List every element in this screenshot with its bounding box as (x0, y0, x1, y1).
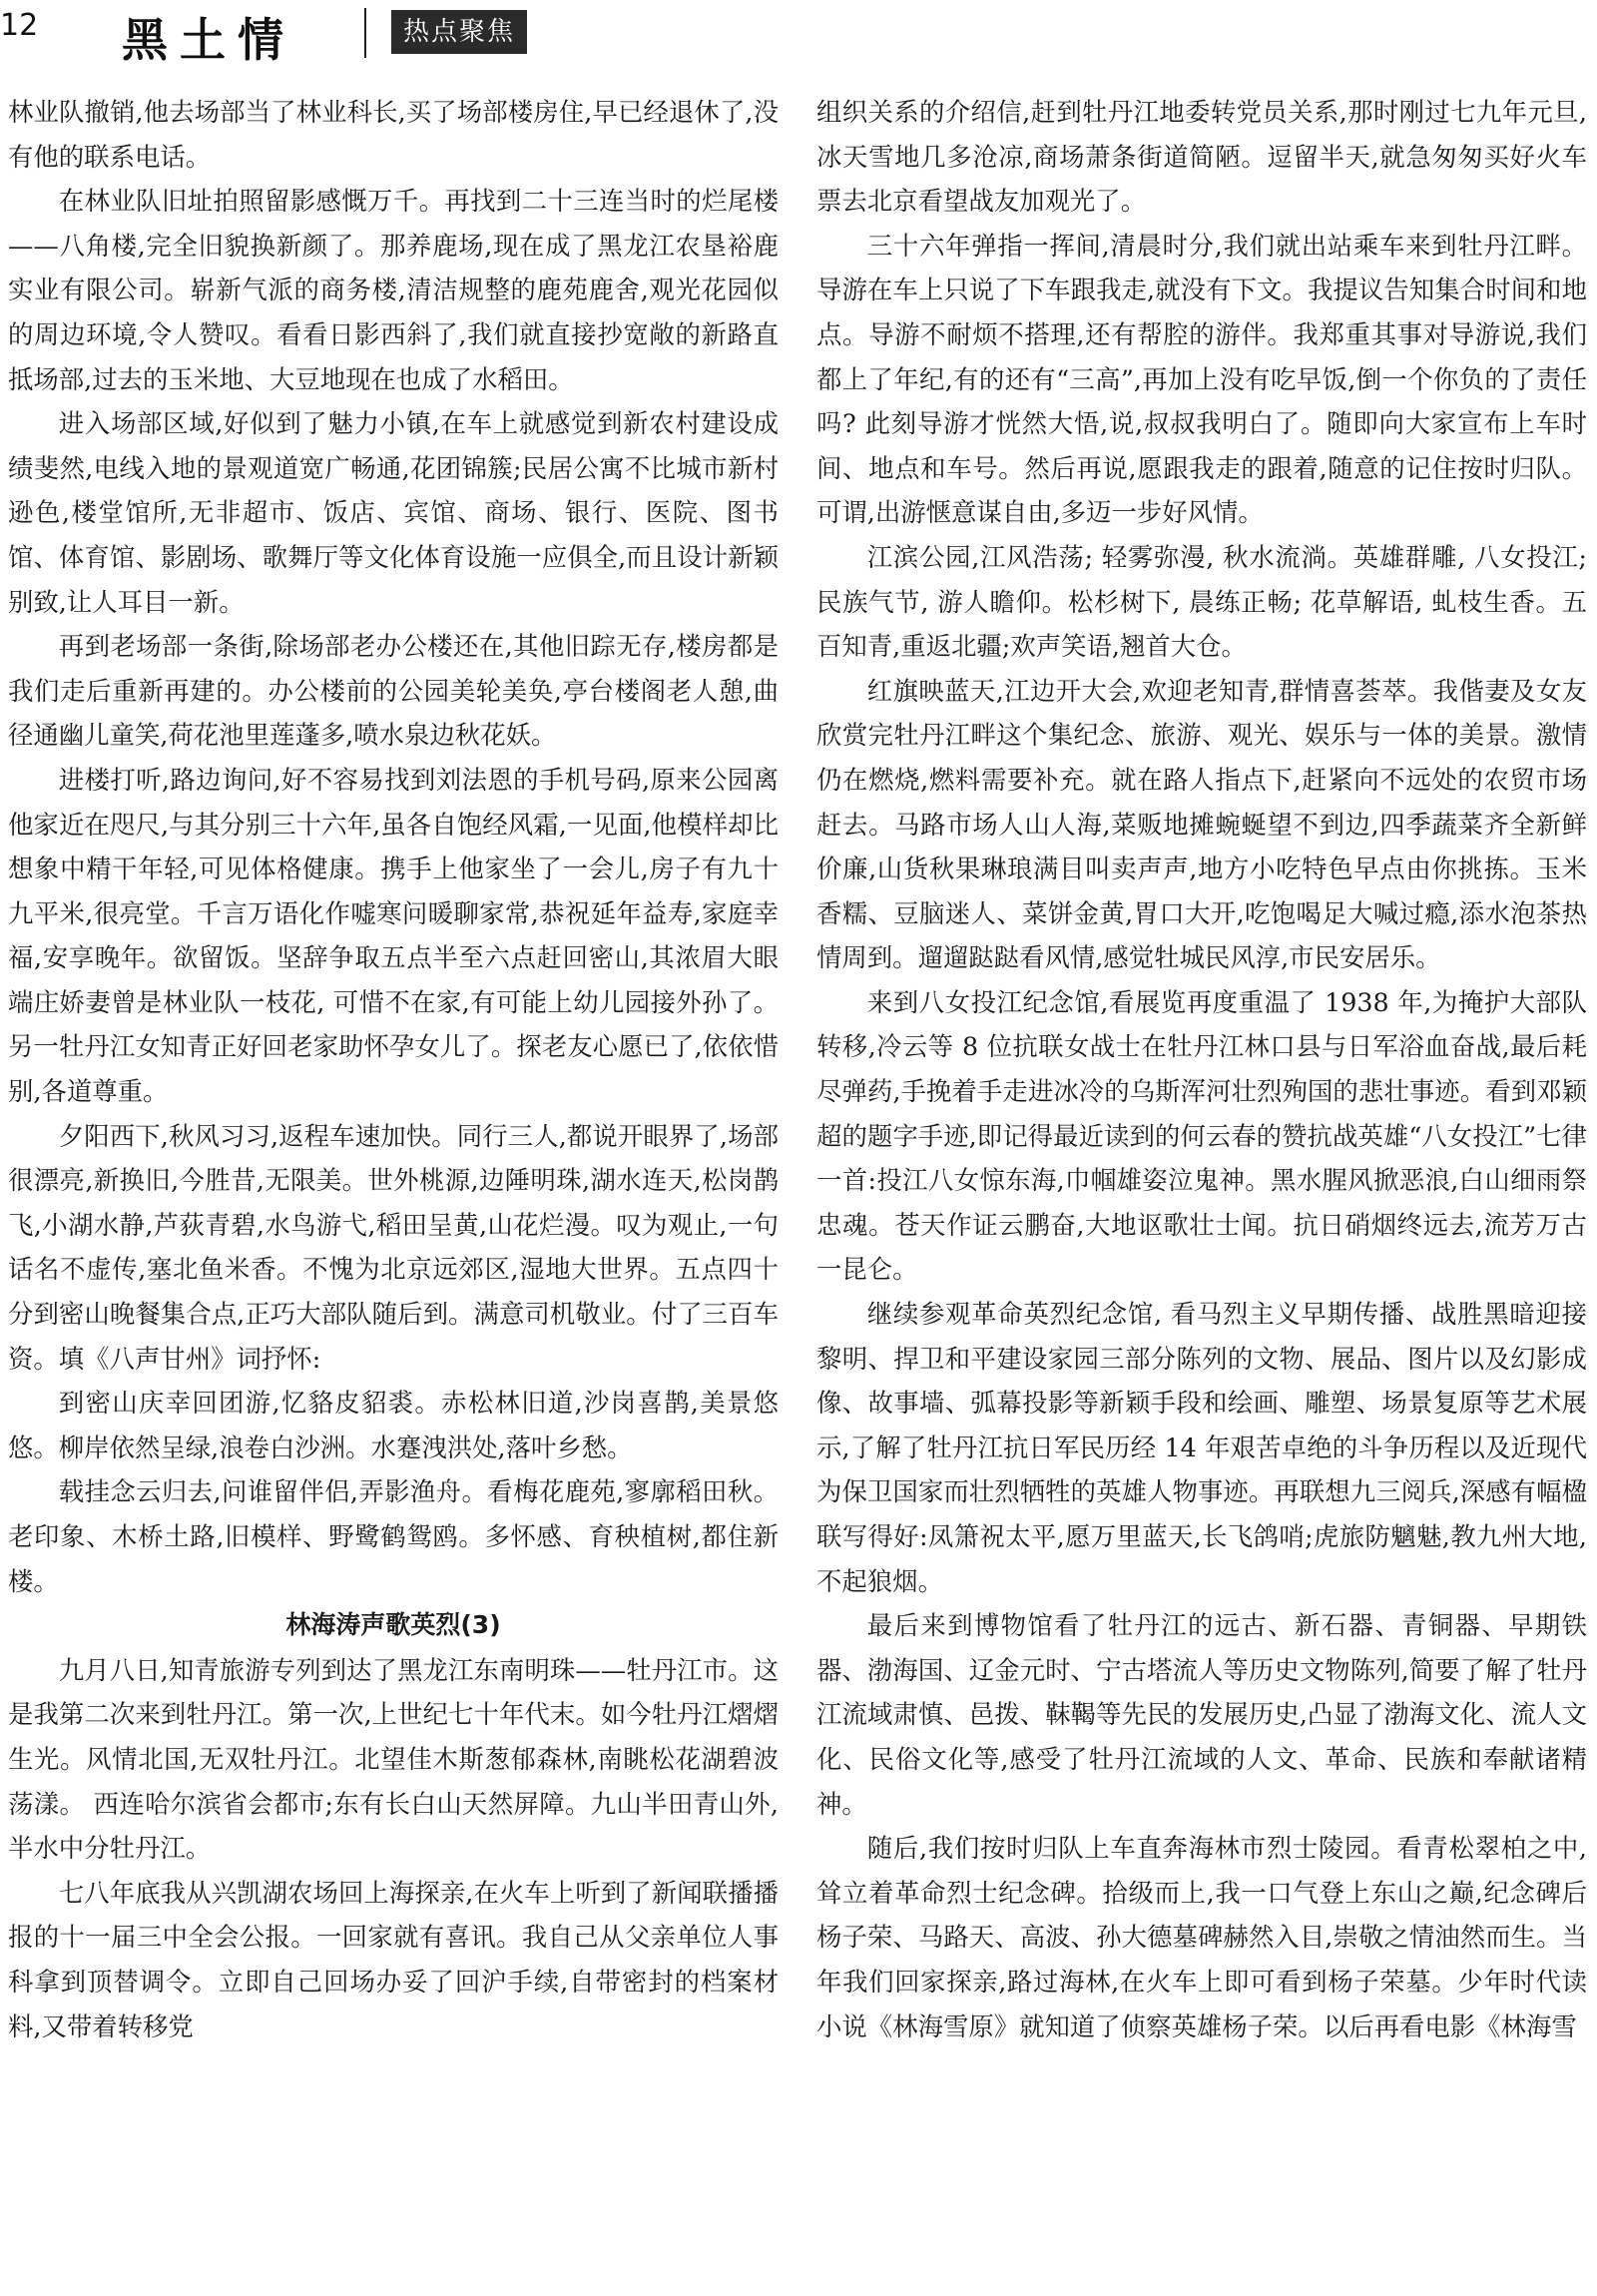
paragraph: 江滨公园,江风浩荡; 轻雾弥漫, 秋水流淌。英雄群雕, 八女投江; 民族气节, 游人瞻仰。松杉树下, 晨练正畅; 花草解语, 虬枝生香。五百知青,重返北疆;欢声笑语,翘首大仓。 (816, 541, 1587, 662)
paragraph: 夕阳西下,秋风习习,返程车速加快。同行三人,都说开眼界了,场部很漂亮,新换旧,今胜昔,无限美。世外桃源,边陲明珠,湖水连天,松岗鹊飞,小湖水静,芦荻青碧,水鸟游弋,稻田呈黄,山花烂漫。叹为观止,一句话名不虚传,塞北鱼米香。不愧为北京远郊区,湿地大世界。五点四十分到密山晚餐集合点,正巧大部队随后到。满意司机敬业。付了三百车资。填《八声甘州》词抒怀: (8, 1120, 779, 1374)
left-column (8, 90, 779, 2048)
paragraph: 三十六年弹指一挥间,清晨时分,我们就出站乘车来到牡丹江畔。导游在车上只说了下车跟我走,就没有下文。我提议告知集合时间和地点。导游不耐烦不搭理,还有帮腔的游伴。我郑重其事对导游说,我们都上了年纪,有的还有“三高”,再加上没有吃早饭,倒一个你负的了责任吗? 此刻导游才恍然大悟,说,叔叔我明白了。随即向大家宣布上车时间、地点和车号。然后再说,愿跟我走的跟着,随意的记住按时归队。可谓,出游惬意谋自由,多迈一步好风情。 (816, 230, 1587, 528)
paragraph: 来到八女投江纪念馆,看展览再度重温了 1938 年,为掩护大部队转移,冷云等 8 位抗联女战士在牡丹江林口县与日军浴血奋战,最后耗尽弹药,手挽着手走进冰冷的乌斯浑河壮烈殉国的悲壮事迹。看到邓颖超的题字手迹,即记得最近读到的何云春的赞抗战英雄“八女投江”七律一首:投江八女惊东海,巾帼雄姿泣鬼神。黑水腥风掀恶浪,白山细雨祭忠魂。苍天作证云鹏奋,大地讴歌壮士闻。抗日硝烟终远去,流芳万古一昆仑。 (816, 986, 1587, 1285)
paragraph: 再到老场部一条街,除场部老办公楼还在,其他旧踪无存,楼房都是我们走后重新再建的。办公楼前的公园美轮美奂,亭台楼阁老人憩,曲径通幽儿童笑,荷花池里莲蓬多,喷水泉边秋花妖。 (8, 631, 779, 751)
paragraph: 进入场部区域,好似到了魅力小镇,在车上就感觉到新农村建设成绩斐然,电线入地的景观道宽广畅通,花团锦簇;民居公寓不比城市新村逊色,楼堂馆所,无非超市、饭店、宾馆、商场、银行、医院、图书馆、体育馆、影剧场、歌舞厅等文化体育设施一应俱全,而且设计新颖别致,让人耳目一新。 (8, 408, 779, 617)
paragraph: 最后来到博物馆看了牡丹江的远古、新石器、青铜器、早期铁器、渤海国、辽金元时、宁古塔流人等历史文物陈列,简要了解了牡丹江流域肃慎、邑拨、靺鞨等先民的发展历史,凸显了渤海文化、流人文化、民俗文化等,感受了牡丹江流域的人文、革命、民族和奉献诸精神。 (816, 1610, 1587, 1819)
paragraph: 七八年底我从兴凯湖农场回上海探亲,在火车上听到了新闻联播播报的十一届三中全会公报。一回家就有喜讯。我自己从父亲单位人事科拿到顶替调令。立即自己回场办妥了回沪手续,自带密封的档案材料,又带着转移党 (8, 1877, 779, 2041)
section-tag: 热点聚焦 (391, 10, 527, 54)
page-number: 12 (0, 8, 39, 43)
magazine-title-logo: 黑土情 (122, 13, 295, 67)
paragraph: 组织关系的介绍信,赶到牡丹江地委转党员关系,那时刚过七九年元旦,冰天雪地几多沧凉,商场萧条街道简陋。逗留半天,就急匆匆买好火车票去北京看望战友加观光了。 (816, 97, 1587, 217)
paragraph: 进楼打听,路边询问,好不容易找到刘法恩的手机号码,原来公园离他家近在咫尺,与其分别三十六年,虽各自饱经风霜,一见面,他模样却比想象中精干年轻,可见体格健康。携手上他家坐了一会儿,房子有九十九平米,很亮堂。千言万语化作嘘寒问暖聊家常,恭祝延年益寿,家庭幸福,安享晚年。欲留饭。坚辞争取五点半至六点赶回密山,其浓眉大眼端庄娇妻曾是林业队一枝花, 可惜不在家,有可能上幼儿园接外孙了。另一牡丹江女知青正好回老家助怀孕女儿了。探老友心愿已了,依依惜别,各道尊重。 (8, 764, 779, 1107)
poem-paragraph: 到密山庆幸回团游,忆貉皮貂裘。赤松林旧道,沙岗喜鹊,美景悠悠。柳岸依然呈绿,浪卷白沙洲。水蹇洩洪处,落叶乡愁。 (8, 1388, 779, 1462)
poem-paragraph: 载挂念云归去,问谁留伴侣,弄影渔舟。看梅花鹿苑,寥廓稻田秋。老印象、木桥土路,旧模样、野鹭鹤鸳鸥。多怀感、育秧植树,都住新楼。 (8, 1476, 779, 1596)
paragraph: 林业队撤销,他去场部当了林业科长,买了场部楼房住,早已经退休了,没有他的联系电话。 (8, 97, 779, 172)
header-divider (364, 8, 366, 58)
paragraph: 继续参观革命英烈纪念馆, 看马烈主义早期传播、战胜黑暗迎接黎明、捍卫和平建设家园三部分陈列的文物、展品、图片以及幻影成像、故事墙、弧幕投影等新颖手段和绘画、雕塑、场景复原等艺术展示,了解了牡丹江抗日军民历经 14 年艰苦卓绝的斗争历程以及近现代为保卫国家而壮烈牺牲的英雄人物事迹。再联想九三阅兵,深感有幅楹联写得好:凤箫祝太平,愿万里蓝天,长飞鸽哨;虎旅防魑魅,教九州大地,不起狼烟。 (816, 1299, 1587, 1596)
paragraph: 红旗映蓝天,江边开大会,欢迎老知青,群情喜荟萃。我偕妻及女友欣赏完牡丹江畔这个集纪念、旅游、观光、娱乐与一体的美景。激情仍在燃烧,燃料需要补充。就在路人指点下,赶紧向不远处的农贸市场赶去。马路市场人山人海,菜贩地摊蜿蜒望不到边,四季蔬菜齐全新鲜价廉,山货秋果琳琅满目叫卖声声,地方小吃特色早点由你挑拣。玉米香糯、豆脑迷人、菜饼金黄,胃口大开,吃饱喝足大喊过瘾,添水泡茶热情周到。遛遛跶跶看风情,感觉牡城民风淳,市民安居乐。 (816, 675, 1587, 973)
section-subheading: 林海涛声歌英烈(3) (285, 1610, 501, 1640)
paragraph: 随后,我们按时归队上车直奔海林市烈士陵园。看青松翠柏之中,耸立着革命烈士纪念碑。拾级而上,我一口气登上东山之巅,纪念碑后杨子荣、马路天、高波、孙大德墓碑赫然入目,崇敬之情油然而生。当年我们回家探亲,路过海林,在火车上即可看到杨子荣墓。少年时代读小说《林海雪原》就知道了侦察英雄杨子荣。以后再看电影《林海雪 (816, 1833, 1587, 2041)
paragraph: 在林业队旧址拍照留影感慨万千。再找到二十三连当时的烂尾楼——八角楼,完全旧貌换新颜了。那养鹿场,现在成了黑龙江农垦裕鹿实业有限公司。崭新气派的商务楼,清洁规整的鹿苑鹿舍,观光花园似的周边环境,令人赞叹。看看日影西斜了,我们就直接抄宽敞的新路直抵场部,过去的玉米地、大豆地现在也成了水稻田。 (8, 186, 779, 394)
right-column (816, 90, 1587, 2048)
page-header (0, 0, 1597, 72)
paragraph: 九月八日,知青旅游专列到达了黑龙江东南明珠——牡丹江市。这是我第二次来到牡丹江。第一次,上世纪七十年代末。如今牡丹江熠熠生光。风情北国,无双牡丹江。北望佳木斯葱郁森林,南眺松花湖碧波荡漾。 西连哈尔滨省会都市;东有长白山天然屏障。九山半田青山外,半水中分牡丹江。 (8, 1654, 779, 1864)
